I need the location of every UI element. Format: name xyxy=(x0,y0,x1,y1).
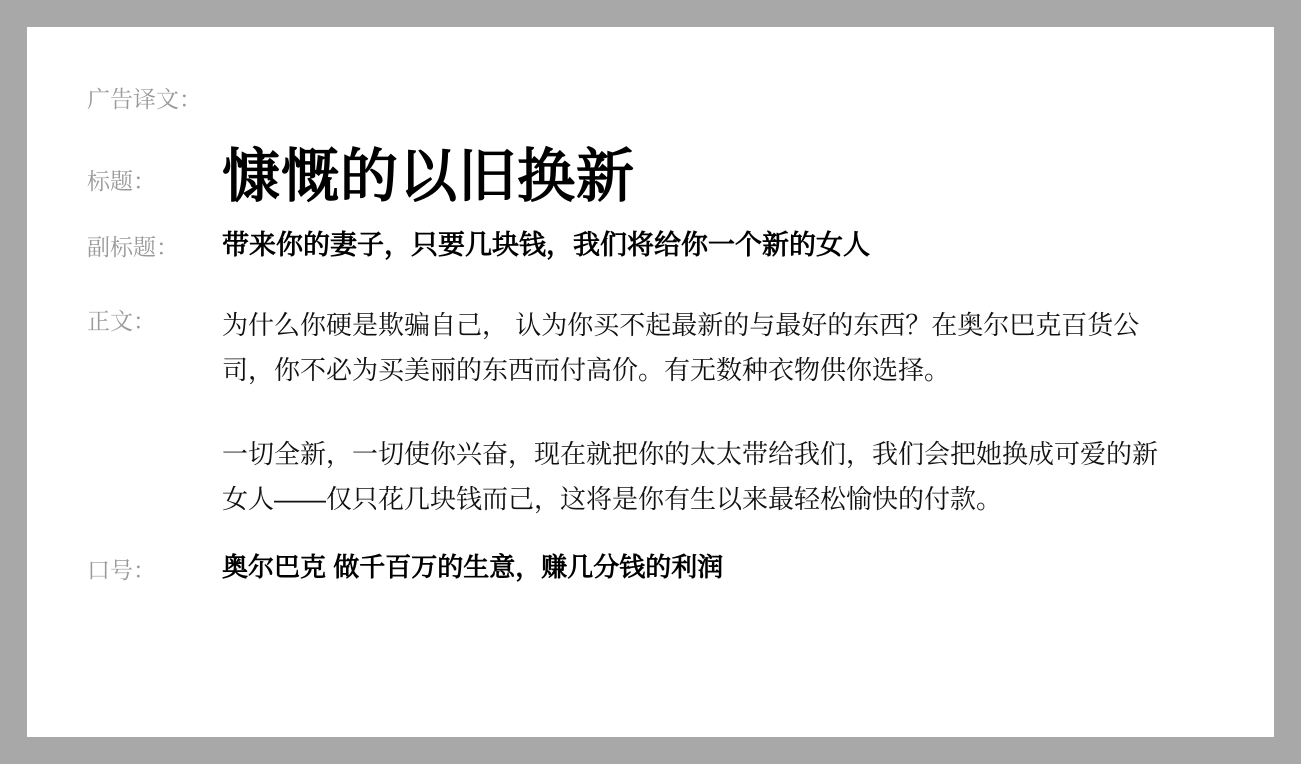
subtitle-text: 带来你的妻子，只要几块钱，我们将给你一个新的女人 xyxy=(222,229,870,260)
slogan-text: 奥尔巴克 做千百万的生意，赚几分钱的利润 xyxy=(222,551,724,582)
slide-canvas xyxy=(27,27,1274,737)
body-text xyxy=(222,303,1182,523)
body-paragraph-2: 一切全新，一切使你兴奋，现在就把你的太太带给我们，我们会把她换成可爱的新女人——仅只花几块钱而己，这将是你有生以来最轻松愉快的付款。 xyxy=(222,438,1159,515)
subtitle-label: 副标题： xyxy=(87,234,179,261)
intro-label: 广告译文： xyxy=(87,86,202,112)
intro-row xyxy=(87,85,1234,115)
body-label: 正文： xyxy=(87,307,156,334)
title-row xyxy=(87,143,1234,210)
slogan-row xyxy=(87,551,1234,585)
subtitle-row xyxy=(87,228,1234,263)
body-row xyxy=(87,303,1234,523)
slide-content xyxy=(87,59,1234,717)
title-text: 慷慨的以旧换新 xyxy=(222,141,636,210)
body-paragraph-1: 为什么你硬是欺骗自己， 认为你买不起最新的与最好的东西？在奥尔巴克百货公司，你不必为买美丽的东西而付高价。有无数种衣物供你选择。 xyxy=(222,309,1140,386)
title-label: 标题： xyxy=(87,168,156,195)
slogan-label: 口号： xyxy=(87,556,156,583)
